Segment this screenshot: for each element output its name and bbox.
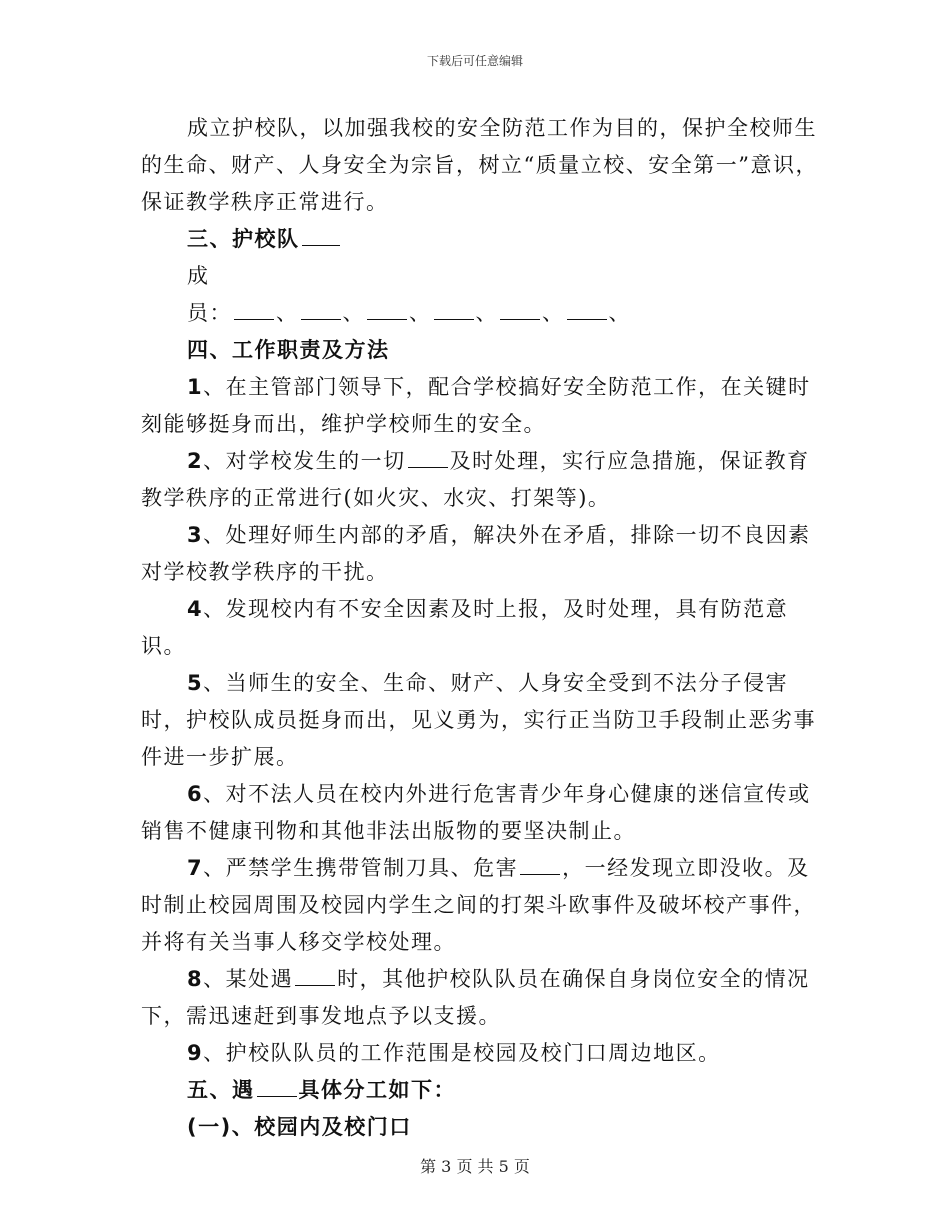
fill-blank xyxy=(234,301,274,320)
heading-text: 四、工作职责及方法 xyxy=(187,338,390,362)
item-number: 1 xyxy=(187,375,204,399)
item-text: 及时处理，实行应急措施，保证教育教学秩序的正常进行(如火灾、水灾、打架等)。 xyxy=(141,449,810,510)
members-line-1 xyxy=(141,258,821,295)
paragraph-purpose xyxy=(141,110,821,221)
members-label-part: 成 xyxy=(187,264,210,288)
item-number: 4 xyxy=(187,597,204,621)
item-number: 9 xyxy=(187,1041,204,1065)
item-text: 、当师生的安全、生命、财产、人身安全受到不法分子侵害时，护校队成员挺身而出，见义勇为，实行正当防卫手段制止恶劣事件进一步扩展。 xyxy=(141,671,816,769)
separator: 、 xyxy=(409,301,432,325)
list-item-7 xyxy=(141,850,821,961)
item-number: 3 xyxy=(187,523,204,547)
list-item-6 xyxy=(141,776,821,850)
item-number: 6 xyxy=(187,782,204,806)
fill-blank xyxy=(302,227,340,246)
fill-blank xyxy=(408,449,448,468)
list-item-5 xyxy=(141,665,821,776)
heading-text: 三、护校队 xyxy=(187,227,300,251)
heading-section-5 xyxy=(141,1072,821,1109)
fill-blank xyxy=(434,301,474,320)
separator: 、 xyxy=(276,301,299,325)
list-item-1 xyxy=(141,369,821,443)
list-item-3 xyxy=(141,517,821,591)
members-line-2 xyxy=(141,295,821,332)
document-body xyxy=(141,110,821,1146)
separator: 、 xyxy=(608,301,631,325)
page-header-note: 下载后可任意编辑 xyxy=(426,54,523,68)
item-text: ，一经发现立即没收。及时制止校园周围及校园内学生之间的打架斗欧事件及破坏校产事件，并将有关当事人移交学校处理。 xyxy=(141,856,816,954)
list-item-2 xyxy=(141,443,821,517)
item-text: 、严禁学生携带管制刀具、危害 xyxy=(203,856,519,880)
list-item-9 xyxy=(141,1035,821,1072)
fill-blank xyxy=(500,301,540,320)
item-number: 5 xyxy=(187,671,204,695)
item-text: 、发现校内有不安全因素及时上报，及时处理，具有防范意识。 xyxy=(141,597,789,658)
item-text: 、处理好师生内部的矛盾，解决外在矛盾，排除一切不良因素对学校教学秩序的干扰。 xyxy=(141,523,811,584)
page-footer-number: 第 3 页 共 5 页 xyxy=(420,1157,530,1176)
item-text: 、对不法人员在校内外进行危害青少年身心健康的迷信宣传或销售不健康刊物和其他非法出版物的要坚决制止。 xyxy=(141,782,811,843)
fill-blank xyxy=(257,1078,297,1097)
heading-text: 具体分工如下： xyxy=(298,1078,456,1102)
item-text: 时，其他护校队队员在确保自身岗位安全的情况下，需迅速赶到事发地点予以支援。 xyxy=(141,967,810,1028)
separator: 、 xyxy=(342,301,365,325)
fill-blank xyxy=(520,856,560,875)
members-label-part: 员： xyxy=(187,301,232,325)
item-text: 、护校队队员的工作范围是校园及校门口周边地区。 xyxy=(203,1041,721,1065)
fill-blank xyxy=(301,301,341,320)
list-item-8 xyxy=(141,961,821,1035)
paragraph-text: 成立护校队，以加强我校的安全防范工作为目的，保护全校师生的生命、财产、人身安全为宗旨，树立“质量立校、安全第一”意识，保证教学秩序正常进行。 xyxy=(141,116,818,214)
separator: 、 xyxy=(475,301,498,325)
item-text: 、对学校发生的一切 xyxy=(203,449,406,473)
heading-text: 五、遇 xyxy=(187,1078,255,1102)
item-text: 、在主管部门领导下，配合学校搞好安全防范工作，在关键时刻能够挺身而出，维护学校师生的安全。 xyxy=(141,375,811,436)
heading-text: (一)、校园内及校门口 xyxy=(187,1115,412,1139)
item-number: 2 xyxy=(187,449,204,473)
item-number: 8 xyxy=(187,967,204,991)
fill-blank xyxy=(367,301,407,320)
subheading-campus-gate xyxy=(141,1109,821,1146)
heading-section-4 xyxy=(141,332,821,369)
fill-blank xyxy=(295,967,335,986)
fill-blank xyxy=(567,301,607,320)
separator: 、 xyxy=(542,301,565,325)
heading-section-3 xyxy=(141,221,821,258)
item-text: 、某处遇 xyxy=(203,967,294,991)
item-number: 7 xyxy=(187,856,204,880)
list-item-4 xyxy=(141,591,821,665)
